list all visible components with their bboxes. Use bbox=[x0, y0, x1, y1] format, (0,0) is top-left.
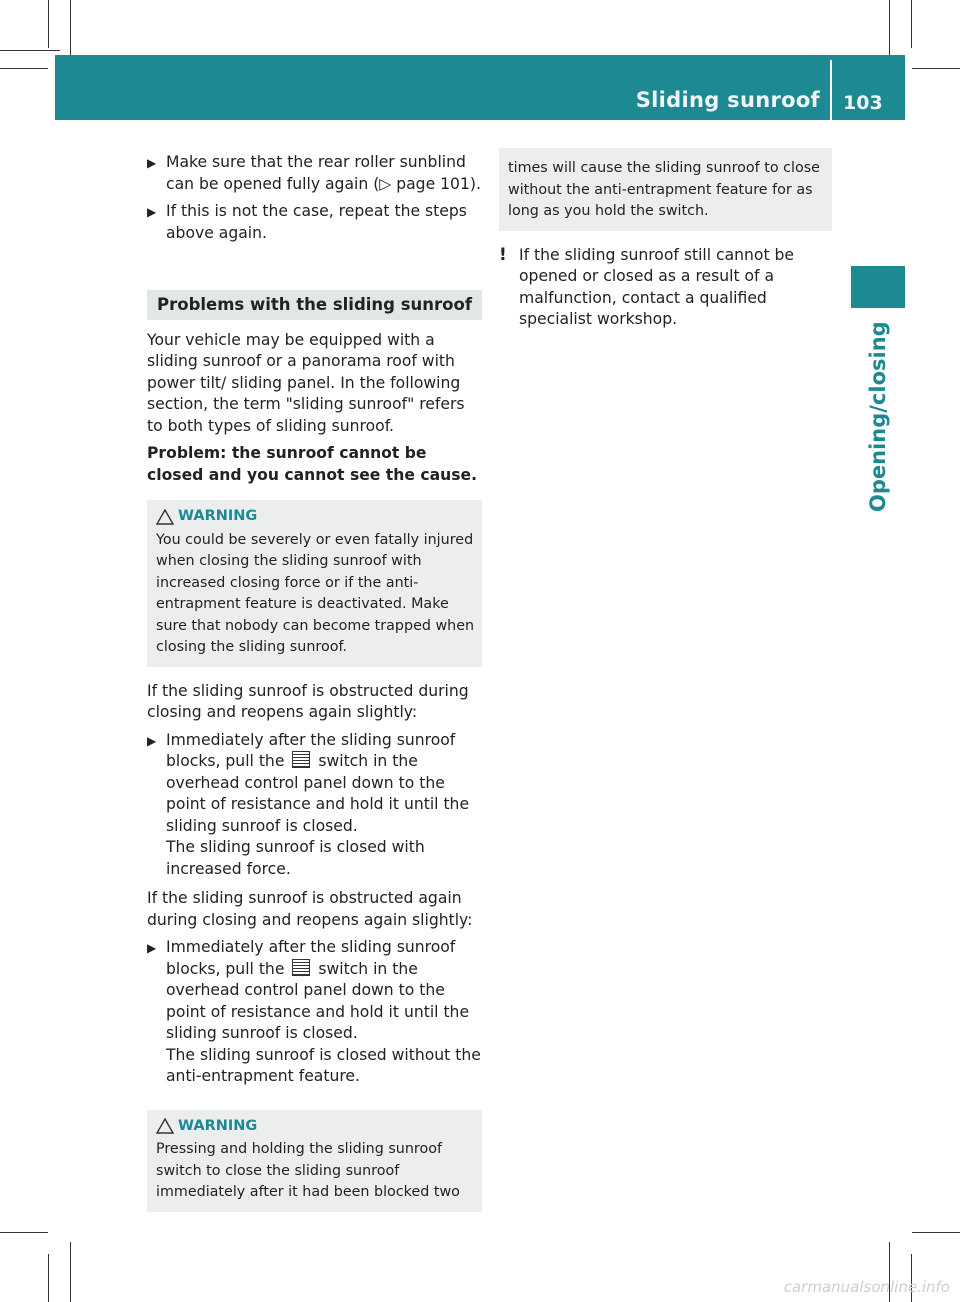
warning-text: You could be severely or even fatally injured when closing the sliding sunroof with increased closing force or if the anti-entrapment feature is deactivated. Make sure that nobody can become trapped when closing the sliding sunroof. bbox=[156, 531, 475, 655]
warning-triangle-icon bbox=[156, 1118, 174, 1134]
warning-triangle-icon bbox=[156, 509, 174, 525]
step-text: switch in the overhead control panel down to the point of resistance and hold it until the sliding sunroof is closed. bbox=[166, 752, 470, 835]
instruction-step bbox=[147, 730, 482, 881]
warning-title: WARNING bbox=[178, 508, 258, 524]
exclamation-icon: ! bbox=[499, 244, 507, 265]
step-text: switch in the overhead control panel down to the point of resistance and hold it until the sliding sunroof is closed. bbox=[166, 959, 470, 1042]
instruction-step bbox=[147, 201, 482, 244]
sunroof-switch-icon bbox=[292, 959, 310, 976]
warning-box-continued bbox=[499, 148, 832, 231]
crop-mark bbox=[912, 68, 960, 69]
step-text: Make sure that the rear roller sunblind can be opened fully again (▷ page 101). bbox=[166, 153, 481, 193]
page-number: 103 bbox=[843, 92, 883, 114]
section-heading: Problems with the sliding sunroof bbox=[147, 290, 482, 320]
warning-title: WARNING bbox=[178, 1117, 258, 1134]
problem-heading: Problem: the sunroof cannot be closed and you cannot see the cause. bbox=[147, 444, 478, 484]
step-arrow-icon: ▶ bbox=[147, 733, 157, 748]
warning-box bbox=[147, 1110, 482, 1212]
sunroof-switch-icon bbox=[292, 751, 310, 768]
crop-mark bbox=[0, 1232, 48, 1233]
instruction-step bbox=[147, 152, 482, 195]
warning-header bbox=[156, 1116, 475, 1138]
warning-text: times will cause the sliding sunroof to close without the anti-entrapment feature for as long as you hold the switch. bbox=[508, 160, 820, 219]
instruction-step bbox=[147, 937, 482, 1088]
crop-mark bbox=[0, 50, 60, 51]
crop-mark bbox=[0, 68, 48, 69]
right-column bbox=[499, 148, 832, 331]
crop-mark bbox=[48, 0, 49, 48]
step-text: If this is not the case, repeat the steps above again. bbox=[166, 202, 467, 242]
warning-header bbox=[156, 506, 475, 528]
step-text: Immediately after the sliding sunroof blocks, pull the bbox=[166, 938, 456, 978]
header-separator bbox=[830, 60, 832, 120]
chapter-label: Opening/closing bbox=[866, 321, 890, 512]
condition-paragraph: If the sliding sunroof is obstructed again during closing and reopens again slightly: bbox=[147, 889, 473, 929]
warning-box bbox=[147, 500, 482, 667]
crop-mark bbox=[70, 1242, 71, 1302]
crop-mark bbox=[912, 1232, 960, 1233]
crop-mark bbox=[911, 0, 912, 48]
crop-mark bbox=[889, 0, 890, 60]
intro-paragraph: Your vehicle may be equipped with a sliding sunroof or a panorama roof with power tilt/ sliding panel. In the following section, the term "sliding sunroof" refers to both types of sliding sunroof. bbox=[147, 330, 465, 435]
step-result: The sliding sunroof is closed with increased force. bbox=[166, 838, 425, 878]
warning-text: Pressing and holding the sliding sunroof switch to close the sliding sunroof immediately after it had been blocked two bbox=[156, 1141, 460, 1200]
note bbox=[499, 245, 832, 331]
chapter-tab bbox=[851, 266, 905, 308]
step-result: The sliding sunroof is closed without the anti-entrapment feature. bbox=[166, 1045, 481, 1085]
watermark: carmanualsonline.info bbox=[783, 1278, 950, 1296]
step-arrow-icon: ▶ bbox=[147, 156, 157, 170]
step-arrow-icon: ▶ bbox=[147, 941, 157, 955]
note-text: If the sliding sunroof still cannot be opened or closed as a result of a malfunction, contact a qualified specialist workshop. bbox=[519, 245, 795, 328]
left-column bbox=[147, 152, 482, 1212]
step-arrow-icon: ▶ bbox=[147, 205, 157, 219]
crop-mark bbox=[70, 0, 71, 60]
step-text: Immediately after the sliding sunroof blocks, pull the bbox=[166, 730, 456, 770]
condition-paragraph: If the sliding sunroof is obstructed during closing and reopens again slightly: bbox=[147, 681, 469, 721]
page-title: Sliding sunroof bbox=[635, 88, 820, 112]
crop-mark bbox=[48, 1254, 49, 1302]
